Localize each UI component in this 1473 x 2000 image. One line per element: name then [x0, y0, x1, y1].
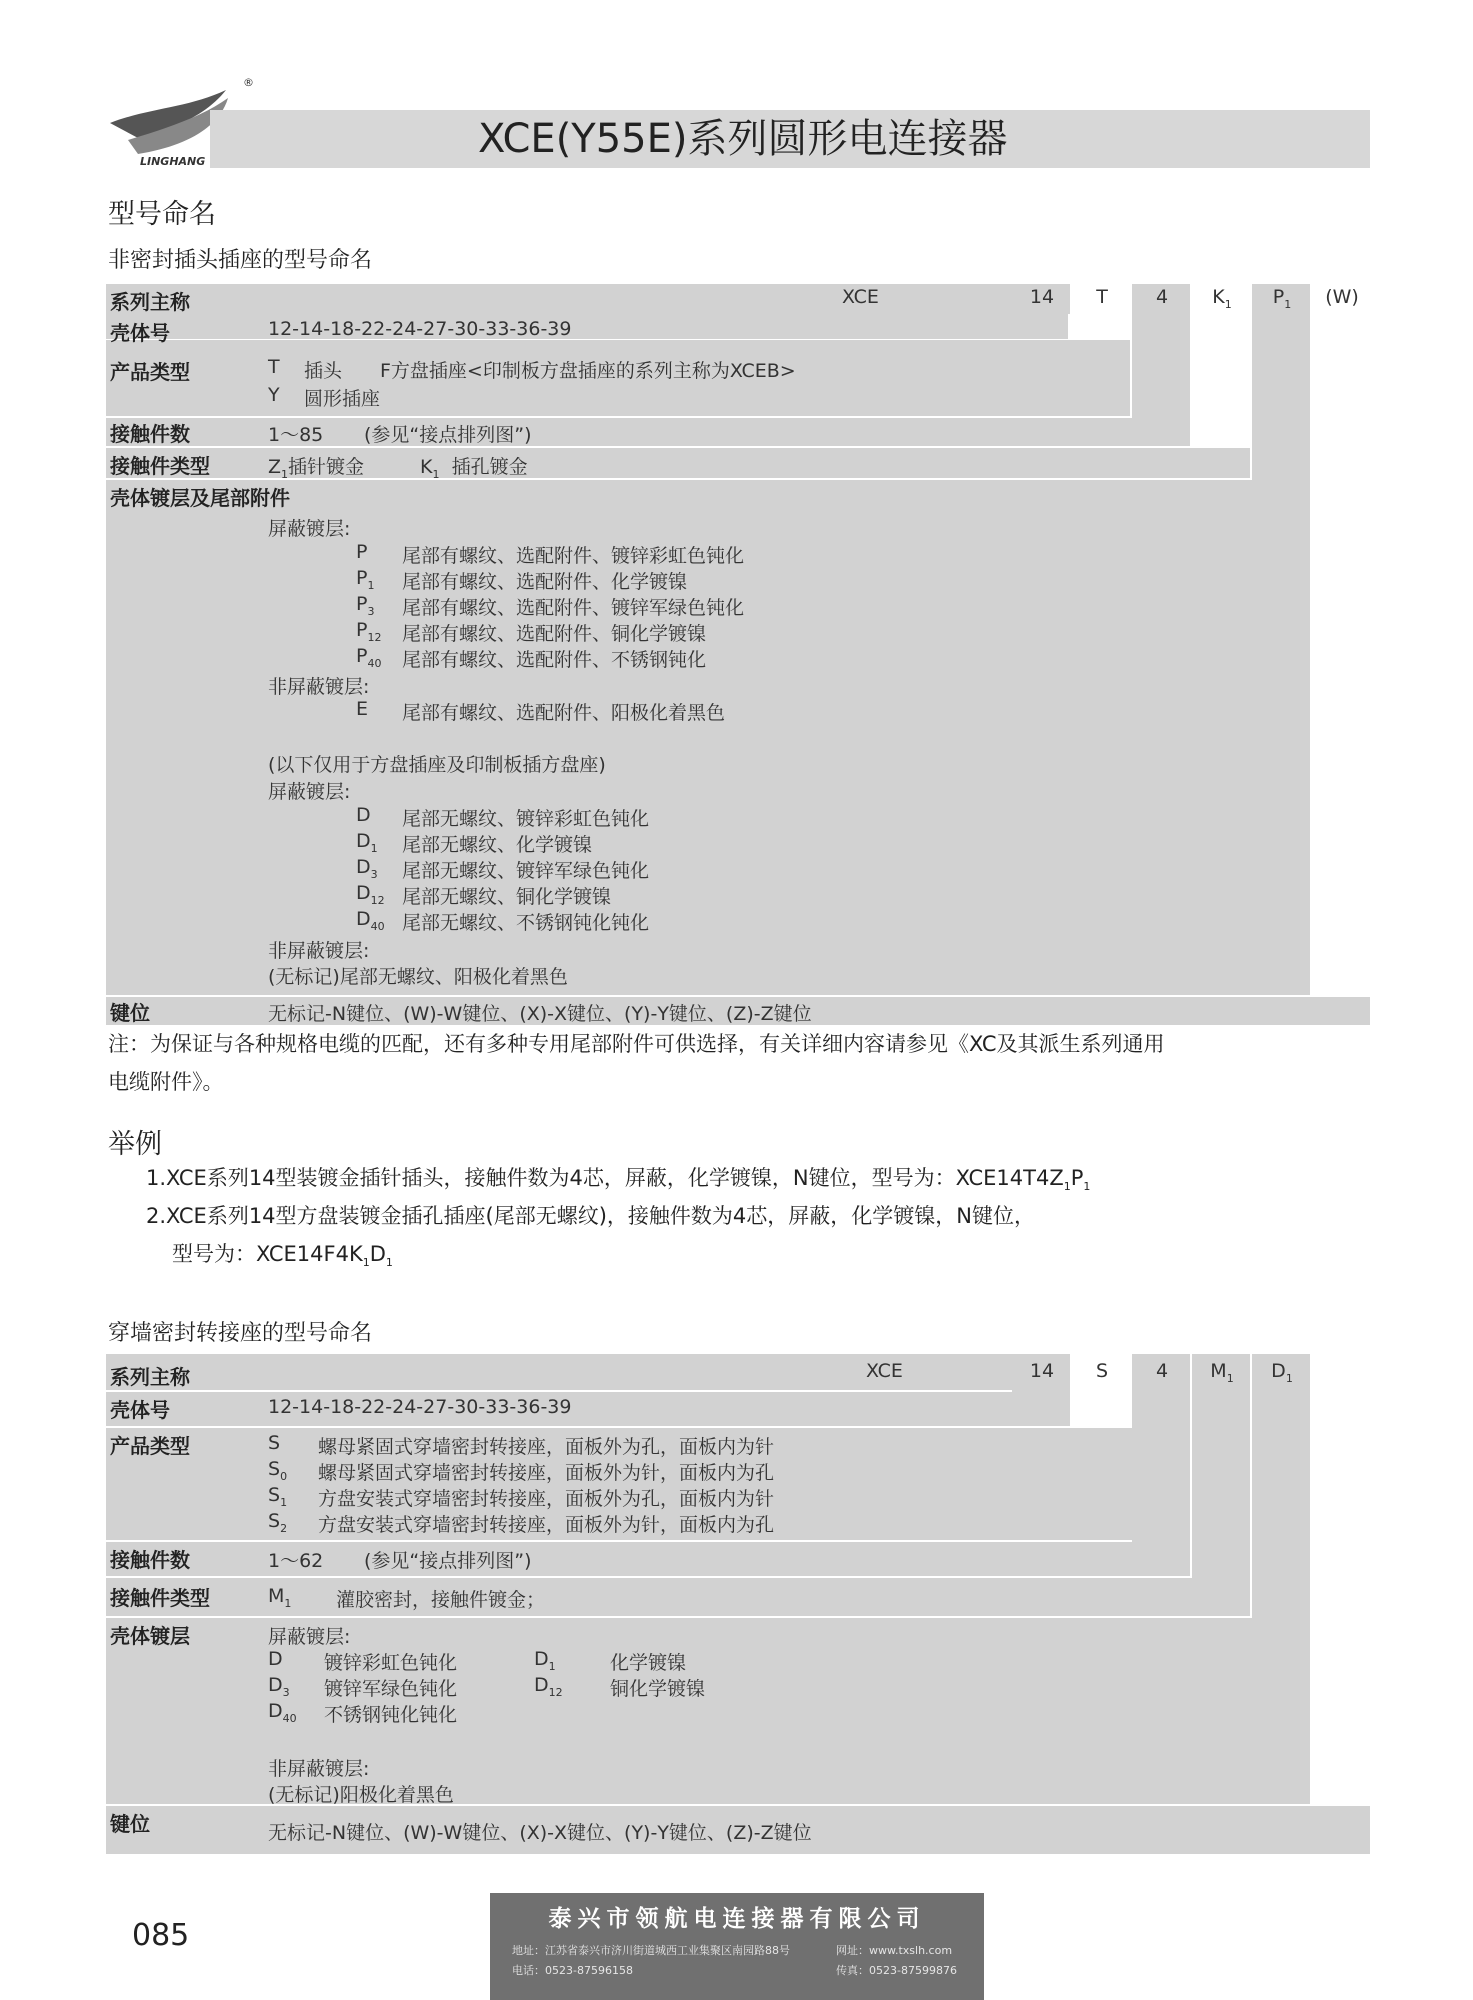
t1-contact-k1: $K_1$ 插孔镀金: [420, 456, 528, 481]
t1-plating-e-text: 尾部有螺纹、选配附件、阳极化着黑色: [402, 702, 726, 724]
t1-plating-p12: $P_{12}$: [356, 619, 382, 644]
note-line-2: 电缆附件》。: [108, 1070, 224, 1094]
t1-plating-d1: $D_1$: [356, 830, 378, 855]
t2-row-shell: [106, 1392, 1070, 1426]
t2-product-s1: $S_1$: [268, 1484, 288, 1509]
t1-code-p1: $P_1$: [1272, 286, 1292, 311]
footer-address: 地址：江苏省泰兴市济川街道城西工业集聚区南园路88号: [512, 1944, 790, 1957]
note-line-1: 注：为保证与各种规格电缆的匹配，还有多种专用尾部附件可供选择，有关详细内容请参见《XC及其派生系列通用: [108, 1032, 1165, 1056]
subtitle-non-sealed: 非密封插头插座的型号命名: [108, 248, 373, 273]
t1-product-code-y: Y: [268, 384, 280, 406]
t1-plating-p1: $P_1$: [356, 567, 375, 592]
t1-plating-d-text: 尾部无螺纹、镀锌彩虹色钝化: [402, 808, 650, 830]
t2-product-s2-text: 方盘安装式穿墙密封转接座，面板外为针，面板内为孔: [318, 1514, 775, 1536]
t2-label-series: 系列主称: [110, 1365, 190, 1389]
t1-plating-p-text: 尾部有螺纹、选配附件、镀锌彩虹色钝化: [402, 545, 745, 567]
t1-plating-e: E: [356, 698, 369, 720]
t1-shell-value: 12-14-18-22-24-27-30-33-36-39: [268, 318, 572, 340]
t2-plating-d1: $D_1$: [534, 1648, 556, 1673]
t1-product-f: F方盘插座<印制板方盘插座的系列主称为XCEB>: [380, 360, 796, 382]
subtitle-bulkhead: 穿墙密封转接座的型号命名: [108, 1321, 373, 1346]
t2-label-shell: 壳体号: [110, 1398, 170, 1422]
t1-product-round: 圆形插座: [304, 388, 381, 410]
t1-plating-d12: $D_{12}$: [356, 882, 385, 907]
examples-title: 举例: [108, 1129, 162, 1160]
t1-product-code-t: T: [268, 356, 280, 378]
t2-count-ref: (参见“接点排列图”): [364, 1550, 532, 1572]
t1-contact-z1: $Z_1$插针镀金: [268, 456, 365, 481]
footer-website: 网址：www.txslh.com: [836, 1944, 953, 1957]
t2-code-4: 4: [1155, 1360, 1169, 1382]
t2-row-series: [106, 1354, 1070, 1390]
t1-label-key: 键位: [110, 1001, 150, 1025]
page-number: 085: [132, 1918, 190, 1953]
t1-plating-p40: $P_{40}$: [356, 645, 382, 670]
example-2-line-1: 2.XCE系列14型方盘装镀金插孔插座(尾部无螺纹)，接触件数为4芯，屏蔽，化学镀镍，N键位，: [146, 1204, 1036, 1228]
t2-plating-d3-text: 镀锌军绿色钝化: [324, 1678, 458, 1700]
t1-unmarked: (无标记)尾部无螺纹、阳极化着黑色: [268, 966, 568, 988]
t2-shell-value: 12-14-18-22-24-27-30-33-36-39: [268, 1396, 572, 1418]
t2-contact-m1: $M_1$: [268, 1585, 292, 1610]
t2-key-value: 无标记-N键位、(W)-W键位、(X)-X键位、(Y)-Y键位、(Z)-Z键位: [268, 1822, 812, 1844]
t1-count-value: 1～85: [268, 424, 324, 446]
t2-product-s0: $S_0$: [268, 1458, 288, 1483]
t1-plating-d12-text: 尾部无螺纹、铜化学镀镍: [402, 886, 612, 908]
t2-product-s: S: [268, 1432, 281, 1454]
t2-code-m1: $M_1$: [1210, 1360, 1234, 1385]
t1-code-w: (W): [1325, 286, 1359, 308]
t1-label-contact-type: 接触件类型: [110, 454, 210, 478]
t2-contact-m1-text: 灌胶密封，接触件镀金；: [336, 1589, 546, 1611]
t1-label-plating: 壳体镀层及尾部附件: [110, 486, 290, 510]
t2-code-14: 14: [1029, 1360, 1055, 1382]
t1-plating-p3-text: 尾部有螺纹、选配附件、镀锌军绿色钝化: [402, 597, 745, 619]
t1-plating-p1-text: 尾部有螺纹、选配附件、化学镀镍: [402, 571, 688, 593]
t1-code-xce: XCE: [842, 286, 879, 308]
t2-nonshield-heading: 非屏蔽镀层:: [268, 1758, 370, 1780]
t2-label-contact-type: 接触件类型: [110, 1586, 210, 1610]
t1-shield-heading-1: 屏蔽镀层:: [268, 518, 351, 540]
t2-plating-d12: $D_{12}$: [534, 1674, 563, 1699]
t2-code-d1: $D_1$: [1271, 1360, 1293, 1385]
example-2-line-2: 型号为：$XCE14F4K_1D_1$: [172, 1242, 393, 1270]
t2-product-s2: $S_2$: [268, 1510, 288, 1535]
footer-company: 泰兴市领航电连接器有限公司: [548, 1905, 926, 1932]
t1-code-4: 4: [1155, 286, 1169, 308]
t1-plating-d3: $D_3$: [356, 856, 378, 881]
t2-plating-d12-text: 铜化学镀镍: [610, 1678, 706, 1700]
t1-row-series: [106, 284, 1070, 310]
t1-nonshield-heading-2: 非屏蔽镀层:: [268, 940, 370, 962]
t2-shield-heading: 屏蔽镀层:: [268, 1626, 351, 1648]
t2-code-xce: XCE: [866, 1360, 903, 1382]
t1-code-t: T: [1096, 286, 1108, 308]
t1-plating-d40-text: 尾部无螺纹、不锈钢钝化钝化: [402, 912, 650, 934]
t2-label-count: 接触件数: [110, 1548, 190, 1572]
example-1: 1.XCE系列14型装镀金插针插头，接触件数为4芯，屏蔽，化学镀镍，N键位，型号为：$XCE14T4Z_1P_1$: [146, 1166, 1091, 1194]
t2-plating-d1-text: 化学镀镍: [610, 1652, 687, 1674]
t1-plating-d: D: [356, 804, 371, 826]
svg-text:®: ®: [243, 76, 254, 89]
t1-plating-d1-text: 尾部无螺纹、化学镀镍: [402, 834, 593, 856]
t1-plating-p: P: [356, 541, 368, 563]
t1-key-value: 无标记-N键位、(W)-W键位、(X)-X键位、(Y)-Y键位、(Z)-Z键位: [268, 1003, 812, 1025]
t2-plating-d: D: [268, 1648, 283, 1670]
t1-plating-d3-text: 尾部无螺纹、镀锌军绿色钝化: [402, 860, 650, 882]
t2-count-value: 1～62: [268, 1550, 324, 1572]
section-title-model-naming: 型号命名: [108, 199, 216, 230]
t1-code-k1: $K_1$: [1212, 286, 1232, 311]
t2-product-s1-text: 方盘安装式穿墙密封转接座，面板外为孔，面板内为针: [318, 1488, 775, 1510]
footer-phone: 电话：0523-87596158: [512, 1964, 633, 1977]
footer-fax: 传真：0523-87599876: [836, 1964, 957, 1977]
t1-count-ref: (参见“接点排列图”): [364, 424, 532, 446]
t1-product-plug: 插头: [304, 360, 343, 382]
t2-unmarked: (无标记)阳极化着黑色: [268, 1784, 454, 1806]
t1-plating-d40: $D_{40}$: [356, 908, 385, 933]
t1-nonshield-heading-1: 非屏蔽镀层:: [268, 676, 370, 698]
t2-label-key: 键位: [110, 1812, 150, 1836]
t1-code-14: 14: [1029, 286, 1055, 308]
t1-plating-p3: $P_3$: [356, 593, 375, 618]
t1-square-note: (以下仅用于方盘插座及印制板插方盘座): [268, 754, 606, 776]
t2-product-s-text: 螺母紧固式穿墙密封转接座，面板外为孔，面板内为针: [318, 1436, 775, 1458]
t1-label-shell: 壳体号: [110, 321, 170, 345]
t1-label-count: 接触件数: [110, 422, 190, 446]
t1-label-series: 系列主称: [110, 290, 190, 314]
t2-label-product: 产品类型: [110, 1434, 190, 1458]
t2-code-s: S: [1095, 1360, 1109, 1382]
t2-plating-d3: $D_3$: [268, 1674, 290, 1699]
t2-label-plating: 壳体镀层: [110, 1624, 190, 1648]
t1-label-product: 产品类型: [110, 360, 190, 384]
t1-plating-p12-text: 尾部有螺纹、选配附件、铜化学镀镍: [402, 623, 707, 645]
t2-plating-d40: $D_{40}$: [268, 1700, 297, 1725]
t2-plating-d-text: 镀锌彩虹色钝化: [324, 1652, 458, 1674]
t2-product-s0-text: 螺母紧固式穿墙密封转接座，面板外为针，面板内为孔: [318, 1462, 775, 1484]
t1-plating-p40-text: 尾部有螺纹、选配附件、不锈钢钝化: [402, 649, 707, 671]
t2-plating-d40-text: 不锈钢钝化钝化: [324, 1704, 458, 1726]
t1-shield-heading-2: 屏蔽镀层:: [268, 781, 351, 803]
logo-text: LINGHANG: [140, 155, 206, 168]
page-title: XCE(Y55E)系列圆形电连接器: [478, 116, 1008, 162]
